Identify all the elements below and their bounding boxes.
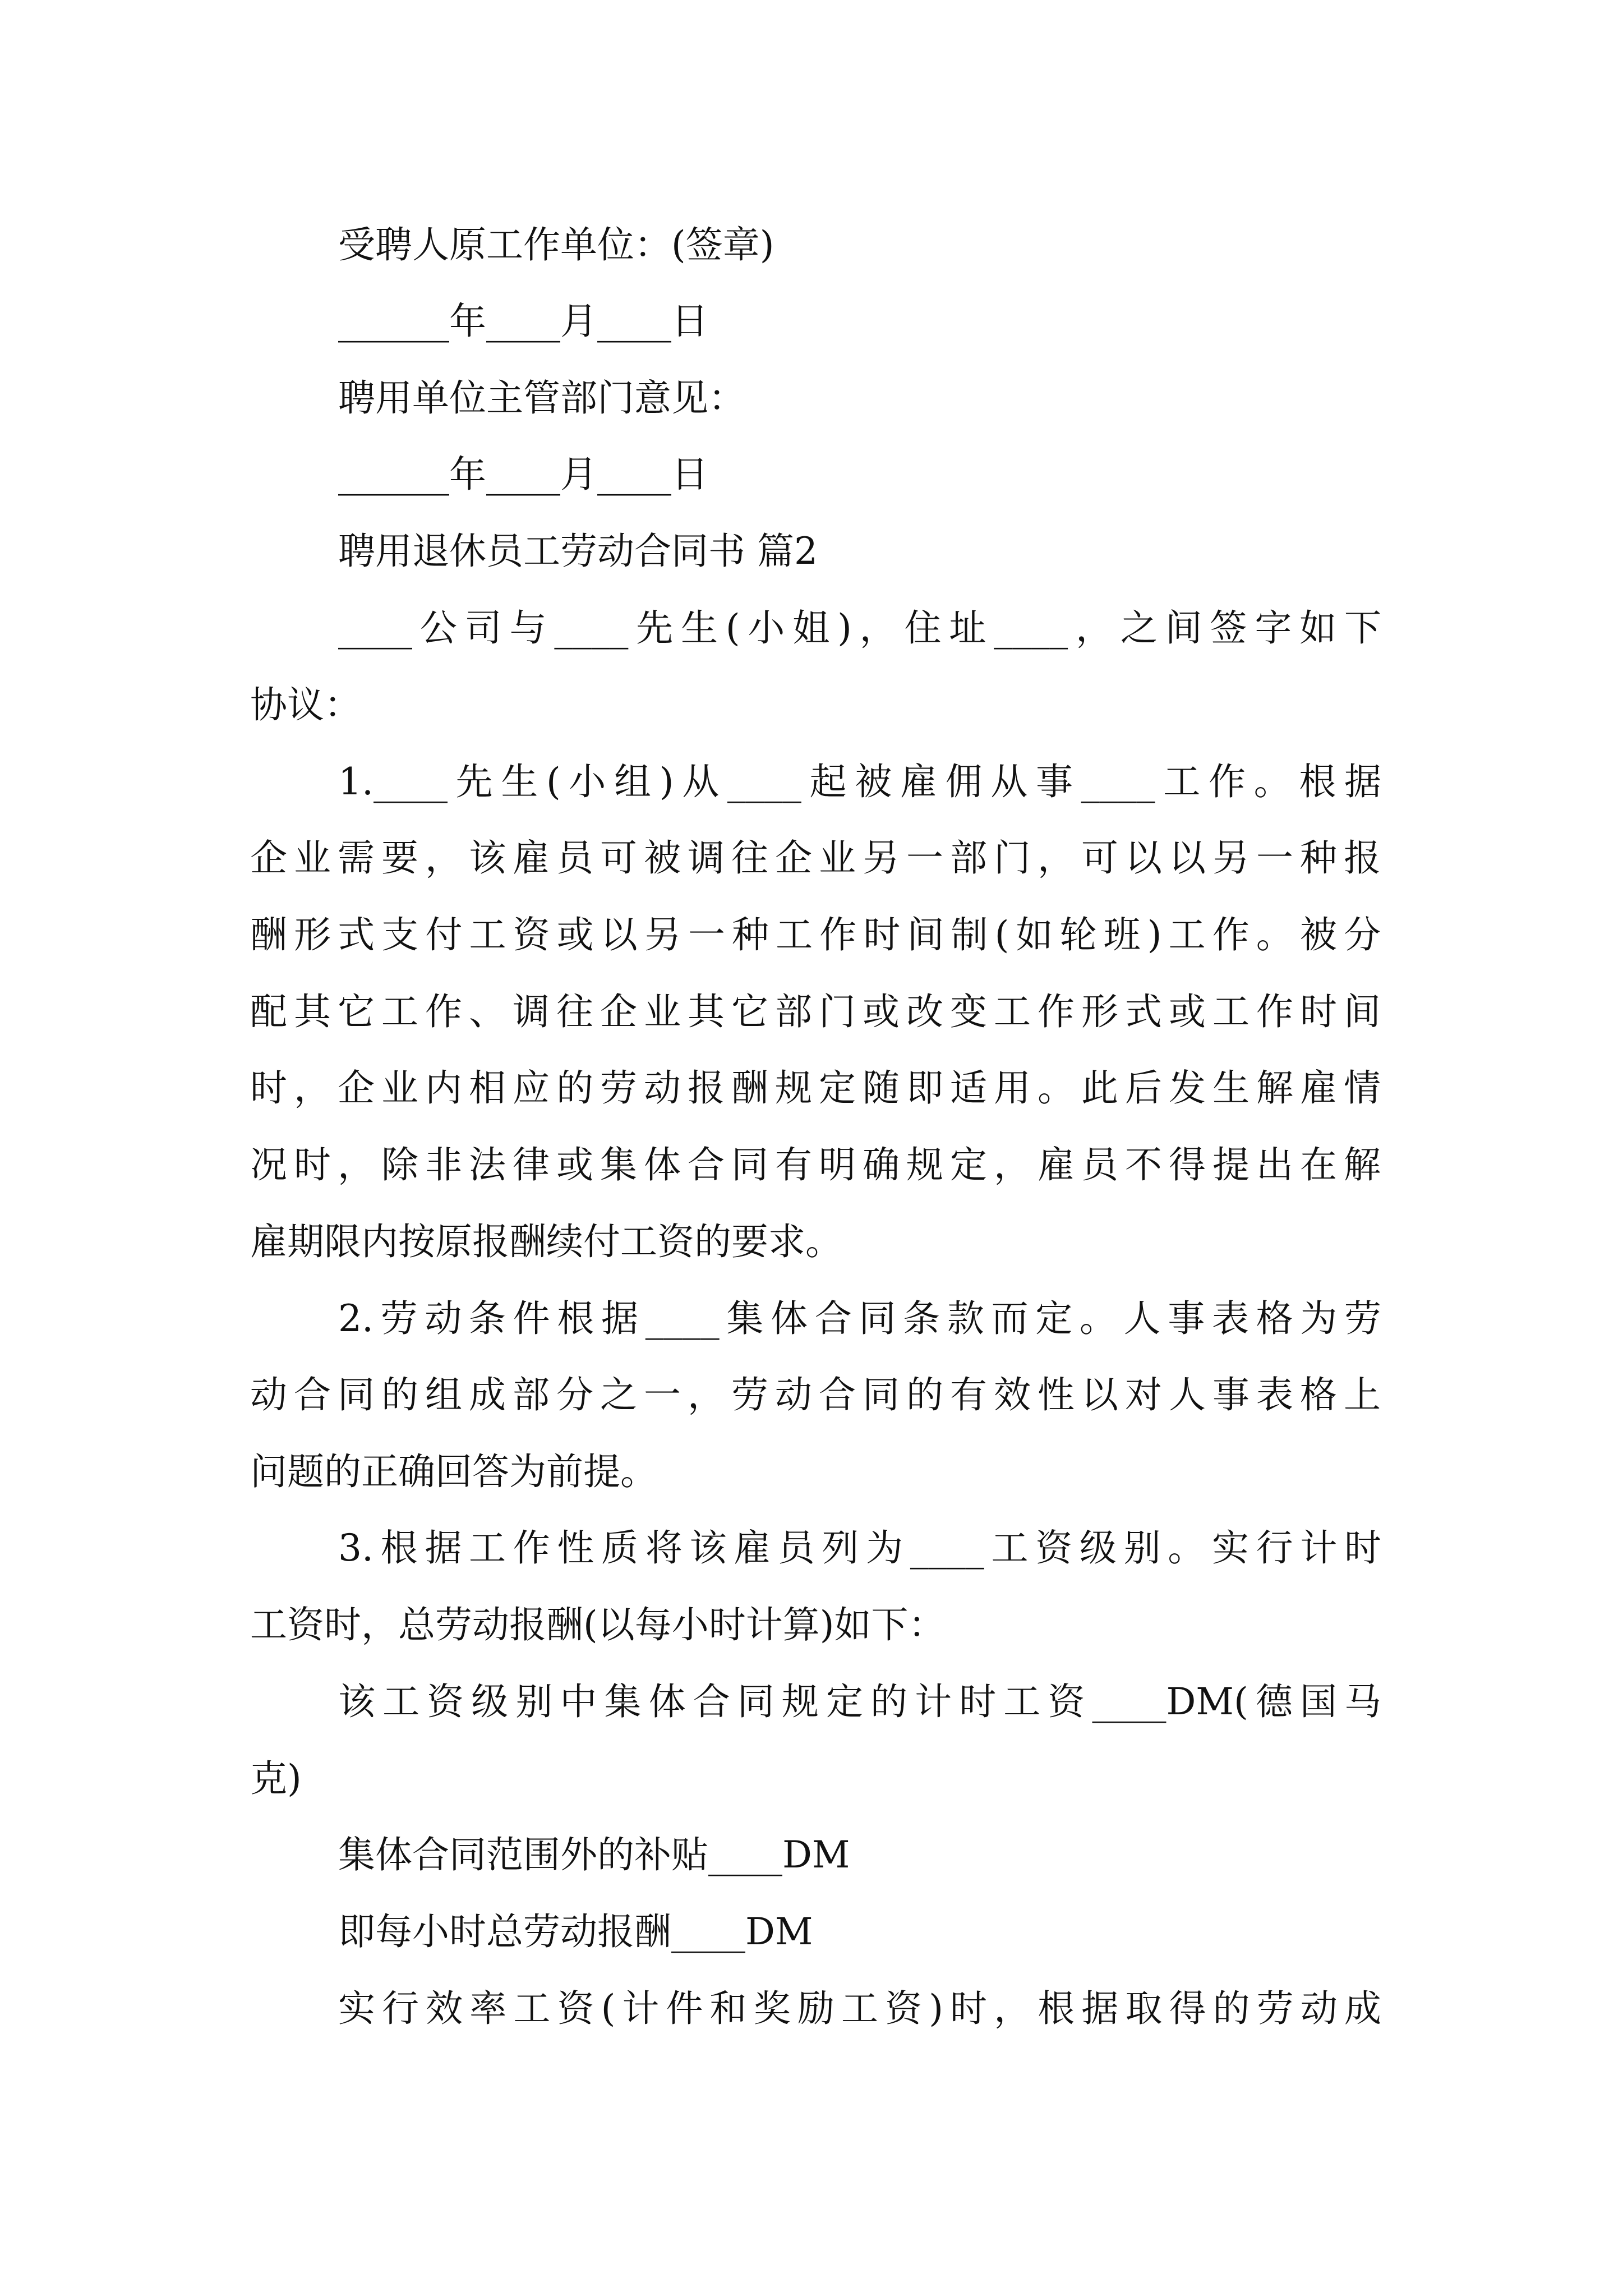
supervisor-opinion-label: 聘用单位主管部门意见： (338, 376, 745, 420)
clause-1-line: 况时，除非法律或集体合同有明确规定，雇员不得提出在解 (250, 1143, 1381, 1186)
clause-2-line: 2.劳动条件根据____集体合同条款而定。人事表格为劳 (338, 1297, 1381, 1340)
section-heading: 聘用退休员工劳动合同书 篇2 (338, 530, 818, 573)
clause-1-line: 酬形式支付工资或以另一种工作时间制(如轮班)工作。被分 (250, 913, 1381, 956)
clause-1-line: 1.____先生(小组)从____起被雇佣从事____工作。根据 (338, 760, 1381, 803)
clause-2-line: 问题的正确回答为前提。 (250, 1450, 657, 1493)
clause-3-line: 3.根据工作性质将该雇员列为____工资级别。实行计时 (338, 1526, 1381, 1570)
clause-1-line: 企业需要，该雇员可被调往企业另一部门，可以以另一种报 (250, 836, 1381, 880)
clause-2-line: 动合同的组成部分之一，劳动合同的有效性以对人事表格上 (250, 1373, 1381, 1416)
hourly-wage-line: 克) (250, 1757, 302, 1800)
paragraph-line: 协议： (250, 683, 361, 726)
date-line-2: ______年____月____日 (338, 453, 708, 496)
clause-1-line: 雇期限内按原报酬续付工资的要求。 (250, 1220, 842, 1263)
hourly-wage-line: 该工资级别中集体合同规定的计时工资____DM(德国马 (338, 1680, 1381, 1723)
clause-3-line: 工资时，总劳动报酬(以每小时计算)如下： (250, 1603, 946, 1646)
allowance-line: 集体合同范围外的补贴____DM (338, 1833, 850, 1876)
efficiency-wage-line: 实行效率工资(计件和奖励工资)时，根据取得的劳动成 (338, 1987, 1381, 2030)
original-employer-signature-label: 受聘人原工作单位：(签章) (338, 223, 774, 266)
date-line-1: ______年____月____日 (338, 300, 708, 343)
clause-1-line: 时，企业内相应的劳动报酬规定随即适用。此后发生解雇情 (250, 1066, 1381, 1110)
paragraph-line: ____公司与____先生(小姐)，住址____，之间签字如下 (338, 606, 1381, 650)
total-hourly-pay-line: 即每小时总劳动报酬____DM (338, 1910, 813, 1953)
clause-1-line: 配其它工作、调往企业其它部门或改变工作形式或工作时间 (250, 990, 1381, 1033)
